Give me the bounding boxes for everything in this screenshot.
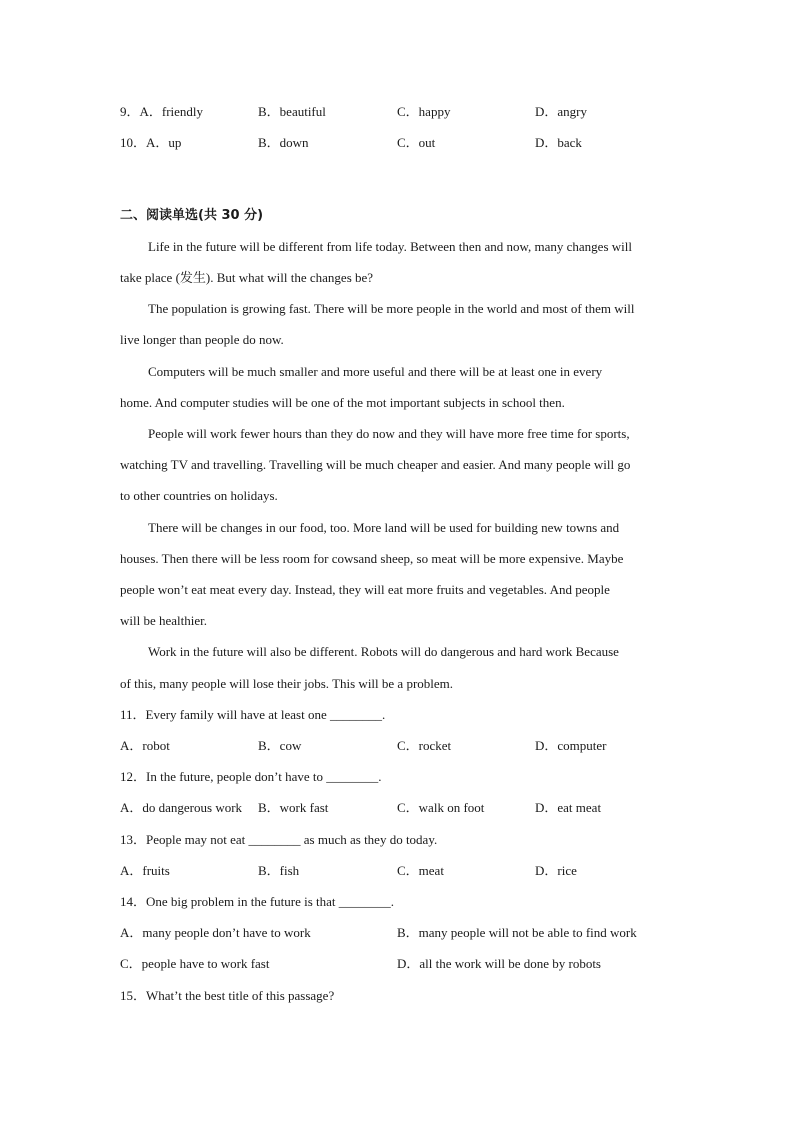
q15-stem: 15．What’t the best title of this passage? bbox=[120, 988, 335, 1003]
q10-option-b: B．down bbox=[258, 135, 309, 150]
q14-option-b: B．many people will not be able to find work bbox=[397, 925, 637, 940]
q11-stem: 11．Every family will have at least one ________. bbox=[120, 707, 386, 722]
q12-option-d: D．eat meat bbox=[535, 800, 602, 815]
q11-option-a: A．robot bbox=[120, 738, 170, 753]
q10-option-d: D．back bbox=[535, 135, 582, 150]
q9-option-b: B．beautiful bbox=[258, 104, 326, 119]
passage-line: live longer than people do now. bbox=[120, 332, 284, 347]
q12-option-c: C．walk on foot bbox=[397, 800, 485, 815]
q11-option-d: D．computer bbox=[535, 738, 607, 753]
passage-line: watching TV and travelling. Travelling will be much cheaper and easier. And many people will go bbox=[120, 457, 631, 472]
passage-line: home. And computer studies will be one of the mot important subjects in school then. bbox=[120, 395, 565, 410]
passage-line: There will be changes in our food, too. More land will be used for building new towns and bbox=[148, 520, 620, 535]
passage-line: houses. Then there will be less room for cowsand sheep, so meat will be more expensive. Maybe bbox=[120, 551, 624, 566]
q11-option-c: C．rocket bbox=[397, 738, 452, 753]
q13-stem: 13．People may not eat ________ as much as they do today. bbox=[120, 832, 438, 847]
q14-stem: 14．One big problem in the future is that ________. bbox=[120, 894, 395, 909]
q13-option-a: A．fruits bbox=[120, 863, 170, 878]
q14-option-c: C．people have to work fast bbox=[120, 956, 270, 971]
passage-line: will be healthier. bbox=[120, 613, 208, 628]
q11-option-b: B．cow bbox=[258, 738, 302, 753]
q10-option-a: 10．A．up bbox=[120, 135, 182, 150]
q13-option-b: B．fish bbox=[258, 863, 300, 878]
passage-line: to other countries on holidays. bbox=[120, 488, 278, 503]
passage-line: Work in the future will also be different. Robots will do dangerous and hard work Because bbox=[148, 644, 619, 659]
q12-option-b: B．work fast bbox=[258, 800, 329, 815]
q13-option-c: C．meat bbox=[397, 863, 444, 878]
passage-line: Computers will be much smaller and more useful and there will be at least one in every bbox=[148, 364, 603, 379]
passage-line: of this, many people will lose their jobs. This will be a problem. bbox=[120, 676, 454, 691]
q9-option-c: C．happy bbox=[397, 104, 451, 119]
q9-option-a: 9．A．friendly bbox=[120, 104, 204, 119]
q12-stem: 12．In the future, people don’t have to ________. bbox=[120, 769, 382, 784]
passage-line: take place (发生). But what will the changes be? bbox=[120, 270, 374, 285]
passage-line: The population is growing fast. There will be more people in the world and most of them will bbox=[148, 301, 635, 316]
q12-option-a: A．do dangerous work bbox=[120, 800, 243, 815]
section-title: 二、阅读单选(共 30 分) bbox=[120, 208, 264, 223]
q13-option-d: D．rice bbox=[535, 863, 577, 878]
q9-option-d: D．angry bbox=[535, 104, 587, 119]
q10-option-c: C．out bbox=[397, 135, 436, 150]
q14-option-a: A．many people don’t have to work bbox=[120, 925, 311, 940]
passage-line: people won’t eat meat every day. Instead, they will eat more fruits and vegetables. And people bbox=[120, 582, 610, 597]
q14-option-d: D．all the work will be done by robots bbox=[397, 956, 601, 971]
passage-line: People will work fewer hours than they do now and they will have more free time for sports, bbox=[148, 426, 630, 441]
passage-line: Life in the future will be different from life today. Between then and now, many changes will bbox=[148, 239, 632, 254]
